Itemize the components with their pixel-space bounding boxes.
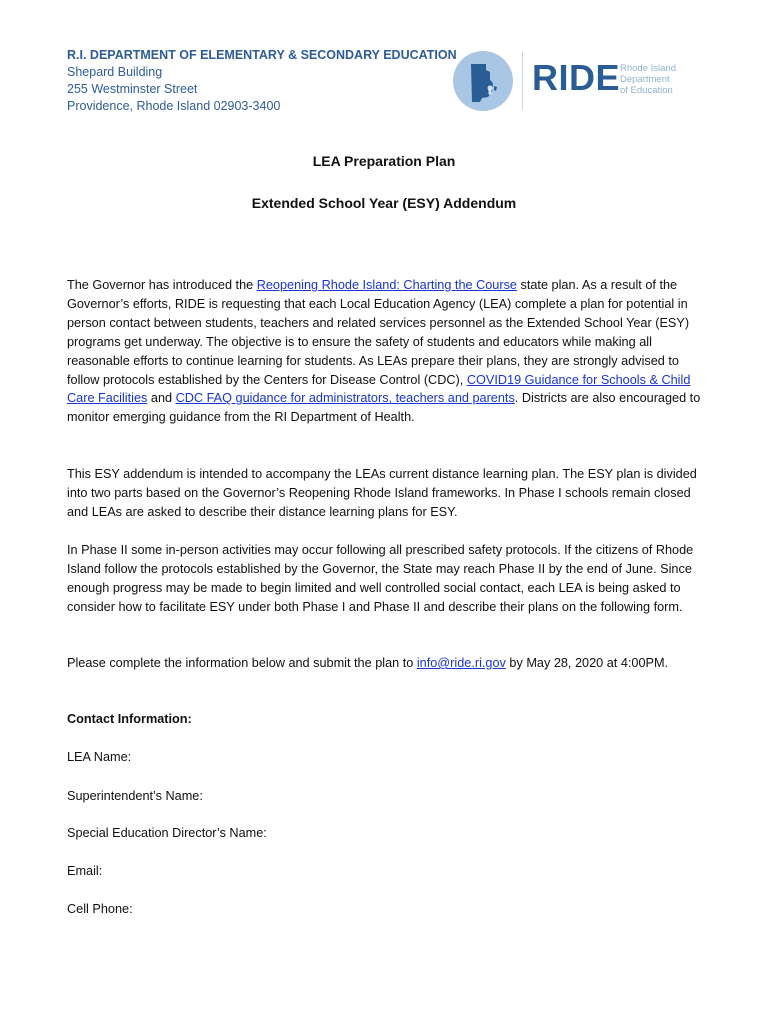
lea-name-label: LEA Name: xyxy=(67,750,132,764)
paragraph-text: The Governor has introduced the xyxy=(67,278,257,292)
contact-heading: Contact Information: xyxy=(67,712,192,726)
reopening-ri-link[interactable]: Reopening Rhode Island: Charting the Course xyxy=(256,278,517,292)
paragraph-text: state plan. As a result of the Governor’s efforts, RIDE is requesting that each Local Education Agency (LEA) complete a plan for potential in person contact between students, teachers and related services personnel as the Extended School Year (ESY) programs get underway. The objective is to ensure the safety of students and educators while making all reasonable efforts to continue learning for students. As LEAs prepare their plans, they are strongly advised to follow protocols established by the Centers for Disease Control (CDC), xyxy=(67,278,690,387)
logo-subtitle-line: Department xyxy=(620,74,670,85)
document-subtitle: Extended School Year (ESY) Addendum xyxy=(251,195,517,211)
logo-divider xyxy=(522,52,523,110)
org-name: R.I. DEPARTMENT OF ELEMENTARY & SECONDARY EDUCATION xyxy=(67,48,457,62)
logo-subtitle-line: of Education xyxy=(620,85,673,96)
paragraph-text: by May 28, 2020 at 4:00PM. xyxy=(505,656,669,670)
email-link[interactable]: info@ride.ri.gov xyxy=(416,656,506,670)
building-name: Shepard Building xyxy=(67,65,163,79)
intro-paragraph xyxy=(67,276,703,427)
street-address: 255 Westminster Street xyxy=(67,82,198,96)
paragraph-text: and xyxy=(147,391,176,406)
cdc-faq-link[interactable]: CDC FAQ guidance for administrators, teachers and parents xyxy=(175,391,515,406)
ride-logo xyxy=(452,50,692,114)
logo-subtitle xyxy=(620,63,676,96)
rhode-island-seal-icon xyxy=(452,50,514,112)
logo-subtitle-line: Rhode Island xyxy=(620,63,676,74)
covid19-guidance-link[interactable]: COVID19 Guidance for Schools & Child Care Facilities xyxy=(67,372,691,406)
esy-addendum-paragraph: This ESY addendum is intended to accompany the LEAs current distance learning plan. The ESY plan is divided into two parts based on the Governor’s Reopening Rhode Island frameworks. In Phase I schools remain closed and LEAs are asked to describe their distance learning plans for ESY. xyxy=(67,467,697,519)
city-address: Providence, Rhode Island 02903-3400 xyxy=(67,99,281,113)
header-address xyxy=(67,47,457,115)
logo-wordmark: RIDE xyxy=(532,57,621,98)
submission-paragraph xyxy=(67,654,703,673)
email-label: Email: xyxy=(67,864,103,878)
cell-phone-label: Cell Phone: xyxy=(67,902,133,916)
phase-two-paragraph: In Phase II some in-person activities may occur following all prescribed safety protocols. If the citizens of Rhode Island follow the protocols established by the Governor, the State may reach Phase II by the end of June. Since enough progress may be made to begin limited and well controlled social contact, each LEA is being asked to consider how to facilitate ESY under both Phase I and Phase II and describe their plans on the following form. xyxy=(67,543,694,614)
document-title: LEA Preparation Plan xyxy=(312,153,456,169)
superintendent-label: Superintendent’s Name: xyxy=(67,789,203,803)
sped-director-label: Special Education Director’s Name: xyxy=(67,826,267,840)
paragraph-text: Please complete the information below and submit the plan to xyxy=(67,656,417,670)
paragraph-text: . Districts are also encouraged to monitor emerging guidance from the RI Department of Health. xyxy=(67,391,701,425)
